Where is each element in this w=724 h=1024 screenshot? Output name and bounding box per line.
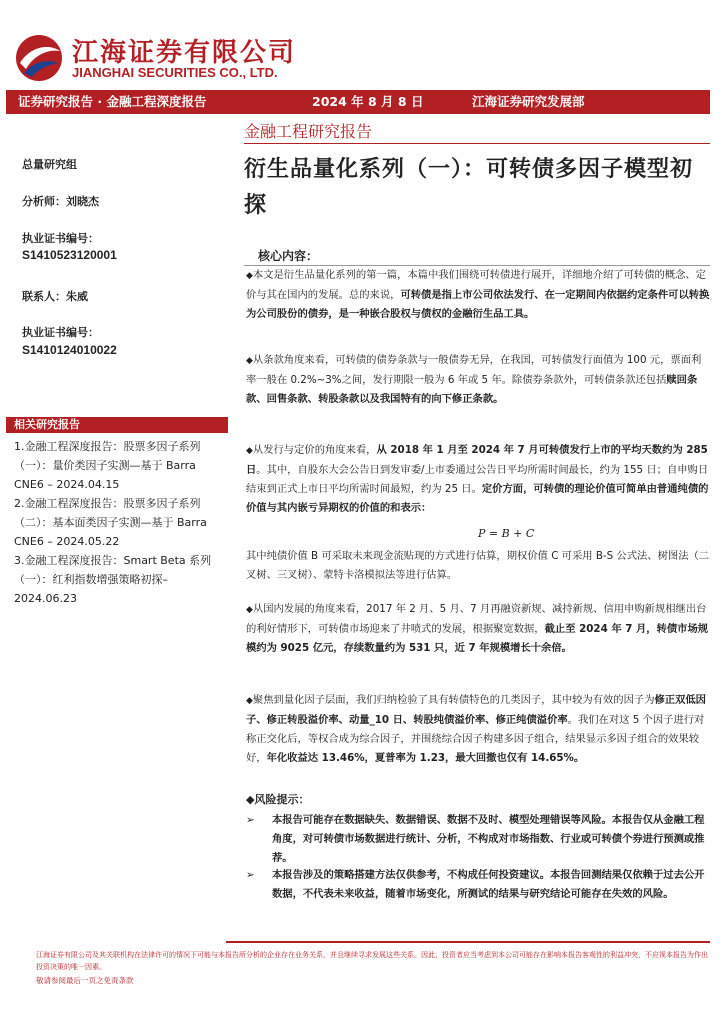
report-type: 证券研究报告 · 金融工程深度报告 [18, 94, 207, 109]
bullet-icon: ◆ [246, 446, 253, 456]
company-name-en: JIANGHAI SECURITIES CO., LTD. [72, 65, 278, 80]
summary-paragraph-4: ◆从国内发展的角度来看，2017 年 2 月、5 月、7 月再融资新规、减持新规、信用申购新规相继出台的利好情形下，可转债市场迎来了井喷式的发展，根据聚宽数据，截止至 2024 年 7 月，转债市场规模约为 9025 亿元，存续数量约为 531 只，近 7 年规模增长十余倍。 [246, 603, 709, 654]
core-content-heading: 核心内容： [258, 249, 319, 263]
arrow-bullet-icon: ➢ [246, 814, 255, 826]
divider [244, 143, 710, 144]
analyst-line [22, 193, 99, 209]
company-logo-icon [14, 33, 64, 83]
bullet-icon: ◆ [246, 605, 253, 615]
department: 江海证券研究发展部 [472, 94, 585, 109]
footer-disclaimer: 江海证券有限公司及其关联机构在法律许可的情况下可能与本报告所分析的企业存在业务关系，并且继续寻求发展这些关系。因此，投资者应当考虑到本公司可能存在影响本报告客观性的利益冲突，不应视本报告为作出投资决策的唯一因素。 [36, 951, 708, 971]
summary-paragraph-5: ◆聚焦到量化因子层面，我们归纳检验了具有转债特色的几类因子，其中较为有效的因子为修正双低因子、修正转股溢价率、动量_10 日、转股纯债溢价率、修正纯债溢价率。我们在对这 5 个因子进行对称正交化后，等权合成为综合因子，并围绕综合因子构建多因子组合，结果显示多因子组合的效果较好，年化收益达 13.46%，夏普率为 1.23，最大回撤也仅有 14.65%。 [246, 694, 706, 764]
cert-label-2: 执业证书编号： [22, 326, 99, 339]
analyst-name: 刘晓杰 [66, 195, 99, 208]
summary-paragraph-2: ◆从条款角度来看，可转债的债券条款与一般债券无异，在我国，可转债发行面值为 100 元，票面利率一般在 0.2%~3%之间，发行期限一般为 6 年或 5 年。除债券条款外，可转债条款还包括赎回条款、回售条款、转股条款以及我国特有的向下修正条款。 [246, 354, 702, 405]
contact-line [22, 288, 88, 304]
related-reports-header: 相关研究报告 [6, 417, 228, 433]
bullet-icon: ◆ [246, 696, 253, 706]
risk-heading: ◆风险提示： [246, 793, 310, 806]
related-report-link[interactable]: 2.金融工程深度报告：股票多因子系列（二）：基本面类因子实测—基于 Barra CNE6 – 2024.05.22 [14, 497, 207, 548]
research-group: 总量研究组 [22, 158, 77, 171]
related-reports-list [14, 437, 222, 608]
cert-number-2: S1410124010022 [22, 343, 117, 357]
footer-divider [226, 941, 710, 943]
contact-name: 朱威 [66, 290, 88, 303]
report-category: 金融工程研究报告 [244, 122, 373, 141]
analyst-label: 分析师： [22, 195, 66, 208]
contact-label: 联系人： [22, 290, 66, 303]
related-report-link[interactable]: 3.金融工程深度报告：Smart Beta 系列（一）：红利指数增强策略初探– 2024.06.23 [14, 554, 212, 605]
report-header-bar [6, 90, 710, 114]
bullet-icon: ◆ [246, 356, 253, 366]
footer-note: 敬请参阅最后一页之免责条款 [36, 976, 134, 985]
company-name-cn: 江海证券有限公司 [72, 38, 297, 68]
summary-paragraph-3-cont: 其中纯债价值 B 可采取未来现金流贴现的方式进行估算，期权价值 C 可采用 B-S 公式法、树图法（二叉树、三叉树）、蒙特卡洛模拟法等进行估算。 [246, 550, 710, 581]
risk-item: ➢ 本报告涉及的策略搭建方法仅供参考，不构成任何投资建议。本报告回测结果仅依赖于过去公开数据，不代表未来收益，随着市场变化，所测试的结果与研究结论可能存在失效的风险。 [246, 866, 710, 904]
report-date: 2024 年 8 月 8 日 [312, 94, 424, 109]
pricing-formula: P = B + C [478, 527, 535, 540]
arrow-bullet-icon: ➢ [246, 869, 255, 881]
risk-item: ➢ 本报告可能存在数据缺失、数据错误、数据不及时、模型处理错误等风险。本报告仅从金融工程角度，对可转债市场数据进行统计、分析，不构成对市场指数、行业或可转债个券进行预测或推荐。 [246, 811, 710, 868]
cert-label-1: 执业证书编号： [22, 232, 99, 245]
summary-paragraph-1: ◆本文是衍生品量化系列的第一篇，本篇中我们围绕可转债进行展开，详细地介绍了可转债的概念、定价与其在国内的发展。总的来说，可转债是指上市公司依法发行、在一定期间内依据约定条件可以转换为公司股份的债券，是一种嵌合股权与债权的金融衍生品工具。 [246, 269, 710, 320]
page-title: 衍生品量化系列（一）：可转债多因子模型初探 [244, 156, 694, 218]
related-report-link[interactable]: 1.金融工程深度报告：股票多因子系列（一）：量价类因子实测—基于 Barra CNE6 – 2024.04.15 [14, 440, 201, 491]
summary-paragraph-3: ◆从发行与定价的角度来看，从 2018 年 1 月至 2024 年 7 月可转债发行上市的平均天数约为 285 日。其中，自股东大会公告日到发审委/上市委通过公告日平均所需时间最长，约为 155 日；自申购日结束到正式上市日平均所需时间最短，约为 25 日。定价方面，可转债的理论价值可简单由普通纯债的价值与其内嵌亏异期权的价值的和表示： [246, 444, 709, 514]
cert-number-1: S1410523120001 [22, 248, 117, 262]
bullet-icon: ◆ [246, 271, 253, 281]
